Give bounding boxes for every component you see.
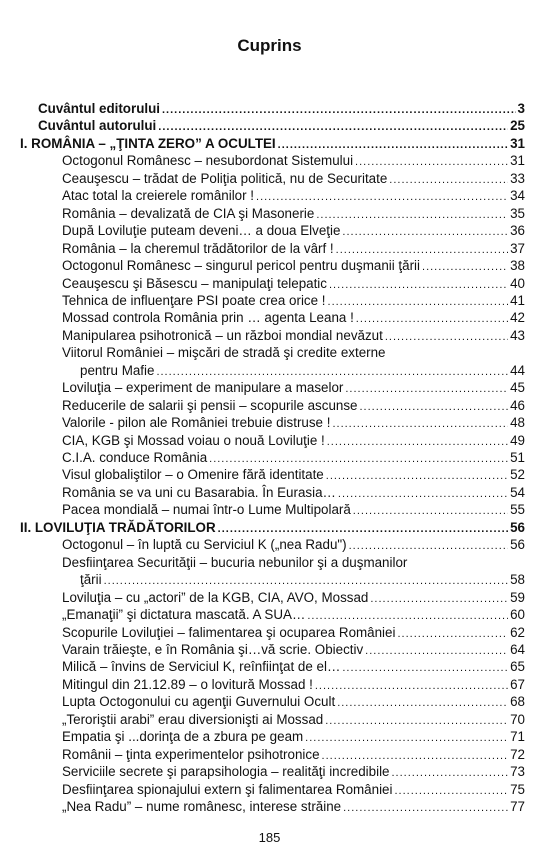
toc-entry-page: 70 [510,711,525,727]
toc-entry [62,763,525,780]
toc-entry-label: Mitingul din 21.12.89 – o lovitură Mossad ! [62,676,313,692]
toc-entry [62,693,525,710]
toc-entry-label: Cuvântul editorului [38,101,160,116]
toc-entry-page: 45 [510,380,525,396]
dot-leader [322,748,509,765]
toc-entry-label: România – la cheremul trădătorilor de la vârf ! [62,240,334,256]
toc-entry-page: 72 [510,746,525,762]
toc-entry-label: „Nea Radu” – nume românesc, interese străine [62,799,342,814]
dot-leader [325,713,508,730]
toc-chapter-entry [20,135,525,152]
dot-leader [329,277,508,294]
dot-leader [370,591,508,608]
toc-entry [80,571,525,588]
toc-entry [62,711,525,728]
toc-entry-page: 56 [510,537,525,553]
toc-entry-label: Desfiinţarea spionajului extern şi falimentarea României [62,781,393,797]
dot-leader [307,608,508,625]
toc-entry [62,624,525,641]
toc-entry-label: ţării [80,572,102,588]
toc-entry-label: Octogonul Românesc – singurul pericol pentru duşmanii ţării [62,258,421,274]
dot-leader [332,416,508,433]
toc-entry-page: 38 [510,258,525,274]
toc-entry-label: CIA, KGB şi Mossad voiau o nouă Loviluţie ! [62,432,325,448]
toc-entry-page: 51 [510,450,525,465]
toc-entry-page: 59 [510,589,525,605]
toc-entry-label: II. LOVILUŢIA TRĂDĂTORILOR [20,519,216,535]
toc-entry [62,641,525,658]
toc-chapter-entry [38,117,525,134]
toc-entry-page: 35 [510,205,525,221]
dot-leader [343,800,508,817]
toc-entry-label: Reducerile de salarii şi pensii – scopurile ascunse [62,397,358,413]
toc-entry-label: Octogonul – în luptă cu Serviciul K („nea Radu") [62,537,347,553]
dot-leader [305,730,508,747]
toc-entry-page: 52 [510,467,525,483]
toc-entry-label: Visul globaliştilor – o Omenire fără identitate [62,467,324,483]
toc-entry [62,676,525,693]
toc-entry-label: Lupta Octogonului cu agenţii Guvernului Ocult [62,694,336,710]
toc-entry-label: Loviluţia – cu „actori” de la KGB, CIA, AVO, Mossad [62,589,369,605]
toc-entry-label: Scopurile Loviluţiei – falimentarea şi ocuparea României [62,624,396,640]
toc-entry [62,292,525,309]
toc-entry-page: 25 [510,118,525,134]
toc-entry [62,781,525,798]
toc-entry-label: Ceauşescu şi Băsescu – manipulaţi telepatic [62,275,327,291]
toc-entry [62,658,525,675]
dot-leader [392,765,509,782]
toc-entry-page: 41 [510,292,525,308]
toc-entry [62,589,525,606]
dot-leader [209,451,508,468]
toc-entry-page: 73 [510,764,525,780]
dot-leader [337,695,508,712]
toc-entry-label: Manipularea psihotronică – un război mondial nevăzut [62,327,383,343]
dot-leader [355,154,508,171]
toc-entry-page: 37 [510,240,525,256]
toc-entry-page: 58 [510,572,525,588]
dot-leader [328,294,509,311]
toc-entry [62,466,525,483]
toc-entry-page: 40 [510,275,525,291]
toc-entry [62,170,525,187]
toc-entry-label: După Loviluţie puteam deveni… a doua Elveţie [62,223,341,239]
toc-entry-label: „Emanaţii” şi dictatura mascată. A SUA… [62,607,306,623]
dot-leader [397,626,508,643]
dot-leader [342,660,508,677]
toc-entry-page: 65 [510,659,525,675]
toc-chapter-entry [20,519,525,536]
dot-leader [422,259,508,276]
toc-entry-label: Empatia şi ...dorinţa de a zbura pe geam [62,729,304,745]
toc-entry-label: România – devalizată de CIA şi Masonerie [62,205,315,221]
toc-entry [62,536,525,553]
dot-leader [327,434,508,451]
toc-entry-label: „Teroriştii arabi” erau diversionişti ai Mossad [62,711,324,727]
toc-entry-label: Pacea mondială – numai într-o Lume Multipolară [62,502,351,518]
toc-entry-page: 31 [510,135,525,151]
dot-leader [326,468,508,485]
toc-entry-page: 36 [510,223,525,239]
toc-entry-page: 77 [510,799,525,814]
toc-entry-page: 62 [510,624,525,640]
dot-leader [156,364,508,381]
toc-entry-page: 48 [510,415,525,431]
dot-leader [162,102,516,119]
toc-entry-page: 3 [517,101,525,116]
toc-entry [62,240,525,257]
dot-leader [315,678,508,695]
toc-line-text: Viitorul României – mişcări de stradă şi credite externe [62,345,386,361]
toc-entry-label: Octogonul Românesc – nesubordonat Sistemului [62,153,354,169]
toc-entry [80,362,525,379]
toc-entry [62,205,525,222]
toc-entry-page: 55 [510,502,525,518]
toc-entry [62,327,525,344]
toc-entry [62,275,525,292]
dot-leader [338,486,508,503]
toc-entry-label: Milică – învins de Serviciul K, reînfiinţat de el… [62,659,341,675]
dot-leader [385,329,508,346]
dot-leader [389,172,508,189]
toc-entry-page: 44 [510,362,525,378]
toc-entry [62,187,525,204]
toc-entry [62,432,525,449]
dot-leader [256,189,508,206]
toc-entry-label: I. ROMÂNIA – „ŢINTA ZERO” A OCULTEI [20,135,276,151]
toc-entry-page: 56 [510,519,525,535]
toc-entry-label: Tehnica de influenţare PSI poate crea orice ! [62,292,326,308]
toc-entry [62,728,525,745]
toc-entry [62,449,525,466]
toc-entry-page: 31 [510,153,525,169]
toc-entry [62,152,525,169]
toc-entry-label: Mossad controla România prin … agenta Leana ! [62,310,354,326]
page-number: 185 [258,830,281,845]
toc-chapter-entry [38,100,525,117]
dot-leader [104,573,509,590]
toc-entry [62,798,525,815]
toc-entry-label: Loviluţia – experiment de manipulare a maselor [62,380,344,396]
toc-entry-label: Varain trăieşte, e în România şi…vă scrie. Obiectiv [62,641,364,657]
page-title: Cuprins [237,36,302,55]
toc-entry-label: C.I.A. conduce România [62,450,208,465]
dot-leader [353,503,508,520]
toc-entry [62,257,525,274]
toc-entry-label: Valorile - pilon ale României trebuie distruse ! [62,415,331,431]
toc-entry-page: 42 [510,310,525,326]
toc-entry [62,606,525,623]
toc-entry-page: 75 [510,781,525,797]
dot-leader [278,137,508,154]
toc-entry-page: 60 [510,607,525,623]
dot-leader [365,643,508,660]
toc-entry-page: 68 [510,694,525,710]
toc-entry [62,501,525,518]
toc-entry [62,379,525,396]
toc-entry [62,397,525,414]
toc-entry [62,746,525,763]
dot-leader [394,783,508,800]
toc-entry-label: România se va uni cu Basarabia. În Eurasia… [62,484,336,500]
toc-entry [62,222,525,239]
toc-entry-label: Românii – ţinta experimentelor psihotronice [62,746,320,762]
toc-entry-label: Ceauşescu – trădat de Poliţia politică, nu de Securitate [62,170,388,186]
toc-entry-page: 54 [510,484,525,500]
toc-entry-label: Atac total la creierele românilor ! [62,188,255,204]
toc-entry-page: 49 [510,432,525,448]
toc-entry [62,484,525,501]
toc-line-text: Desfiinţarea Securităţii – bucuria nebunilor şi a duşmanilor [62,554,408,570]
dot-leader [316,207,508,224]
dot-leader [342,224,508,241]
dot-leader [158,119,508,136]
dot-leader [336,242,508,259]
toc-entry-label: Cuvântul autorului [38,118,157,134]
dot-leader [360,399,509,416]
toc-entry-label: pentru Mafie [80,362,155,378]
toc-entry-page: 67 [510,676,525,692]
dot-leader [349,538,508,555]
toc-entry-label: Serviciile secrete şi parapsihologia – realităţi incredibile [62,764,390,780]
toc-entry-page: 43 [510,327,525,343]
toc-entry-page: 64 [510,641,525,657]
toc-entry [62,309,525,326]
dot-leader [345,381,508,398]
toc-entry-page: 33 [510,170,525,186]
dot-leader [218,521,508,538]
dot-leader [356,311,508,328]
toc-entry-page: 71 [510,729,525,745]
toc-entry-page: 46 [510,397,525,413]
toc-entry-page: 34 [510,188,525,204]
toc-entry [62,414,525,431]
